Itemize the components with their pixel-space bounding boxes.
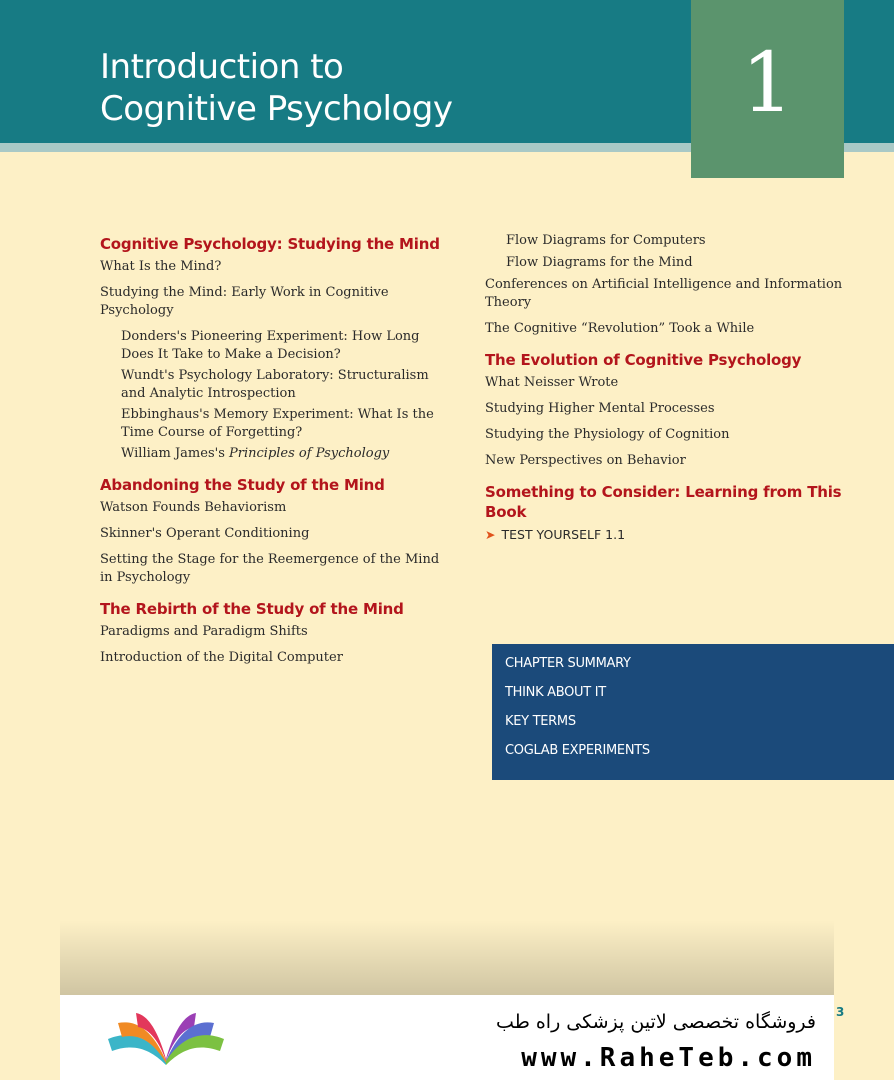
- toc-entry[interactable]: What Neisser Wrote: [485, 375, 619, 390]
- toc-entry[interactable]: Skinner's Operant Conditioning: [100, 526, 310, 541]
- footer-shadow: [60, 920, 834, 995]
- test-yourself-entry[interactable]: [485, 526, 875, 544]
- toc-entry[interactable]: Setting the Stage for the Reemergence of the Mind in Psychology: [100, 552, 440, 585]
- section-title[interactable]: Abandoning the Study of the Mind: [100, 476, 385, 494]
- review-item-think-about-it[interactable]: THINK ABOUT IT: [505, 685, 606, 700]
- section-title[interactable]: Cognitive Psychology: Studying the Mind: [100, 235, 440, 253]
- review-box: [492, 644, 894, 780]
- toc-entry[interactable]: Studying the Physiology of Cognition: [485, 427, 730, 442]
- test-yourself-label: TEST YOURSELF 1.1: [501, 527, 626, 542]
- review-item-chapter-summary[interactable]: CHAPTER SUMMARY: [505, 656, 631, 671]
- toc-entry[interactable]: Paradigms and Paradigm Shifts: [100, 624, 308, 639]
- james-prefix: William James's: [121, 446, 225, 461]
- toc-left-column: [100, 234, 440, 675]
- section-title[interactable]: The Rebirth of the Study of the Mind: [100, 600, 404, 618]
- toc-entry[interactable]: The Cognitive “Revolution” Took a While: [485, 321, 755, 336]
- shop-name: فروشگاه تخصصی لاتین پزشکی راه طب: [496, 1011, 816, 1033]
- chapter-title-line2: Cognitive Psychology: [100, 89, 453, 129]
- section-title[interactable]: Something to Consider: Learning from This Book: [485, 483, 842, 521]
- toc-entry[interactable]: Watson Founds Behaviorism: [100, 500, 287, 515]
- toc-entry[interactable]: New Perspectives on Behavior: [485, 453, 686, 468]
- toc-entry[interactable]: What Is the Mind?: [100, 259, 222, 274]
- james-book-title: Principles of Psychology: [229, 446, 390, 461]
- site-url-link[interactable]: www.RaheTeb.com: [521, 1043, 816, 1073]
- review-item-coglab[interactable]: COGLAB EXPERIMENTS: [505, 743, 650, 758]
- chapter-title-line1: Introduction to: [100, 47, 344, 87]
- toc-subentry[interactable]: Ebbinghaus's Memory Experiment: What Is the Time Course of Forgetting?: [121, 407, 434, 440]
- toc-subentry[interactable]: Wundt's Psychology Laboratory: Structuralism and Analytic Introspection: [121, 368, 429, 401]
- toc-right-column: [485, 232, 875, 544]
- toc-entry[interactable]: Studying Higher Mental Processes: [485, 401, 715, 416]
- section-title[interactable]: The Evolution of Cognitive Psychology: [485, 351, 802, 369]
- toc-subentry[interactable]: Flow Diagrams for the Mind: [506, 255, 693, 270]
- toc-entry[interactable]: Conferences on Artificial Intelligence and Information Theory: [485, 277, 843, 310]
- chapter-title: [100, 46, 452, 130]
- toc-entry[interactable]: Studying the Mind: Early Work in Cognitive Psychology: [100, 285, 389, 318]
- watermark-footer: [60, 995, 834, 1080]
- page-number: 3: [836, 1005, 845, 1019]
- review-item-key-terms[interactable]: KEY TERMS: [505, 714, 576, 729]
- toc-subentry-james[interactable]: [121, 445, 440, 463]
- toc-entry[interactable]: Introduction of the Digital Computer: [100, 650, 343, 665]
- chapter-number-box: [691, 0, 844, 178]
- open-book-logo-icon: [102, 1009, 230, 1069]
- toc-subentry[interactable]: Donders's Pioneering Experiment: How Long Does It Take to Make a Decision?: [121, 329, 420, 362]
- toc-subentry[interactable]: Flow Diagrams for Computers: [506, 233, 706, 248]
- arrow-right-icon: ➤: [485, 527, 496, 542]
- chapter-number: 1: [741, 36, 794, 131]
